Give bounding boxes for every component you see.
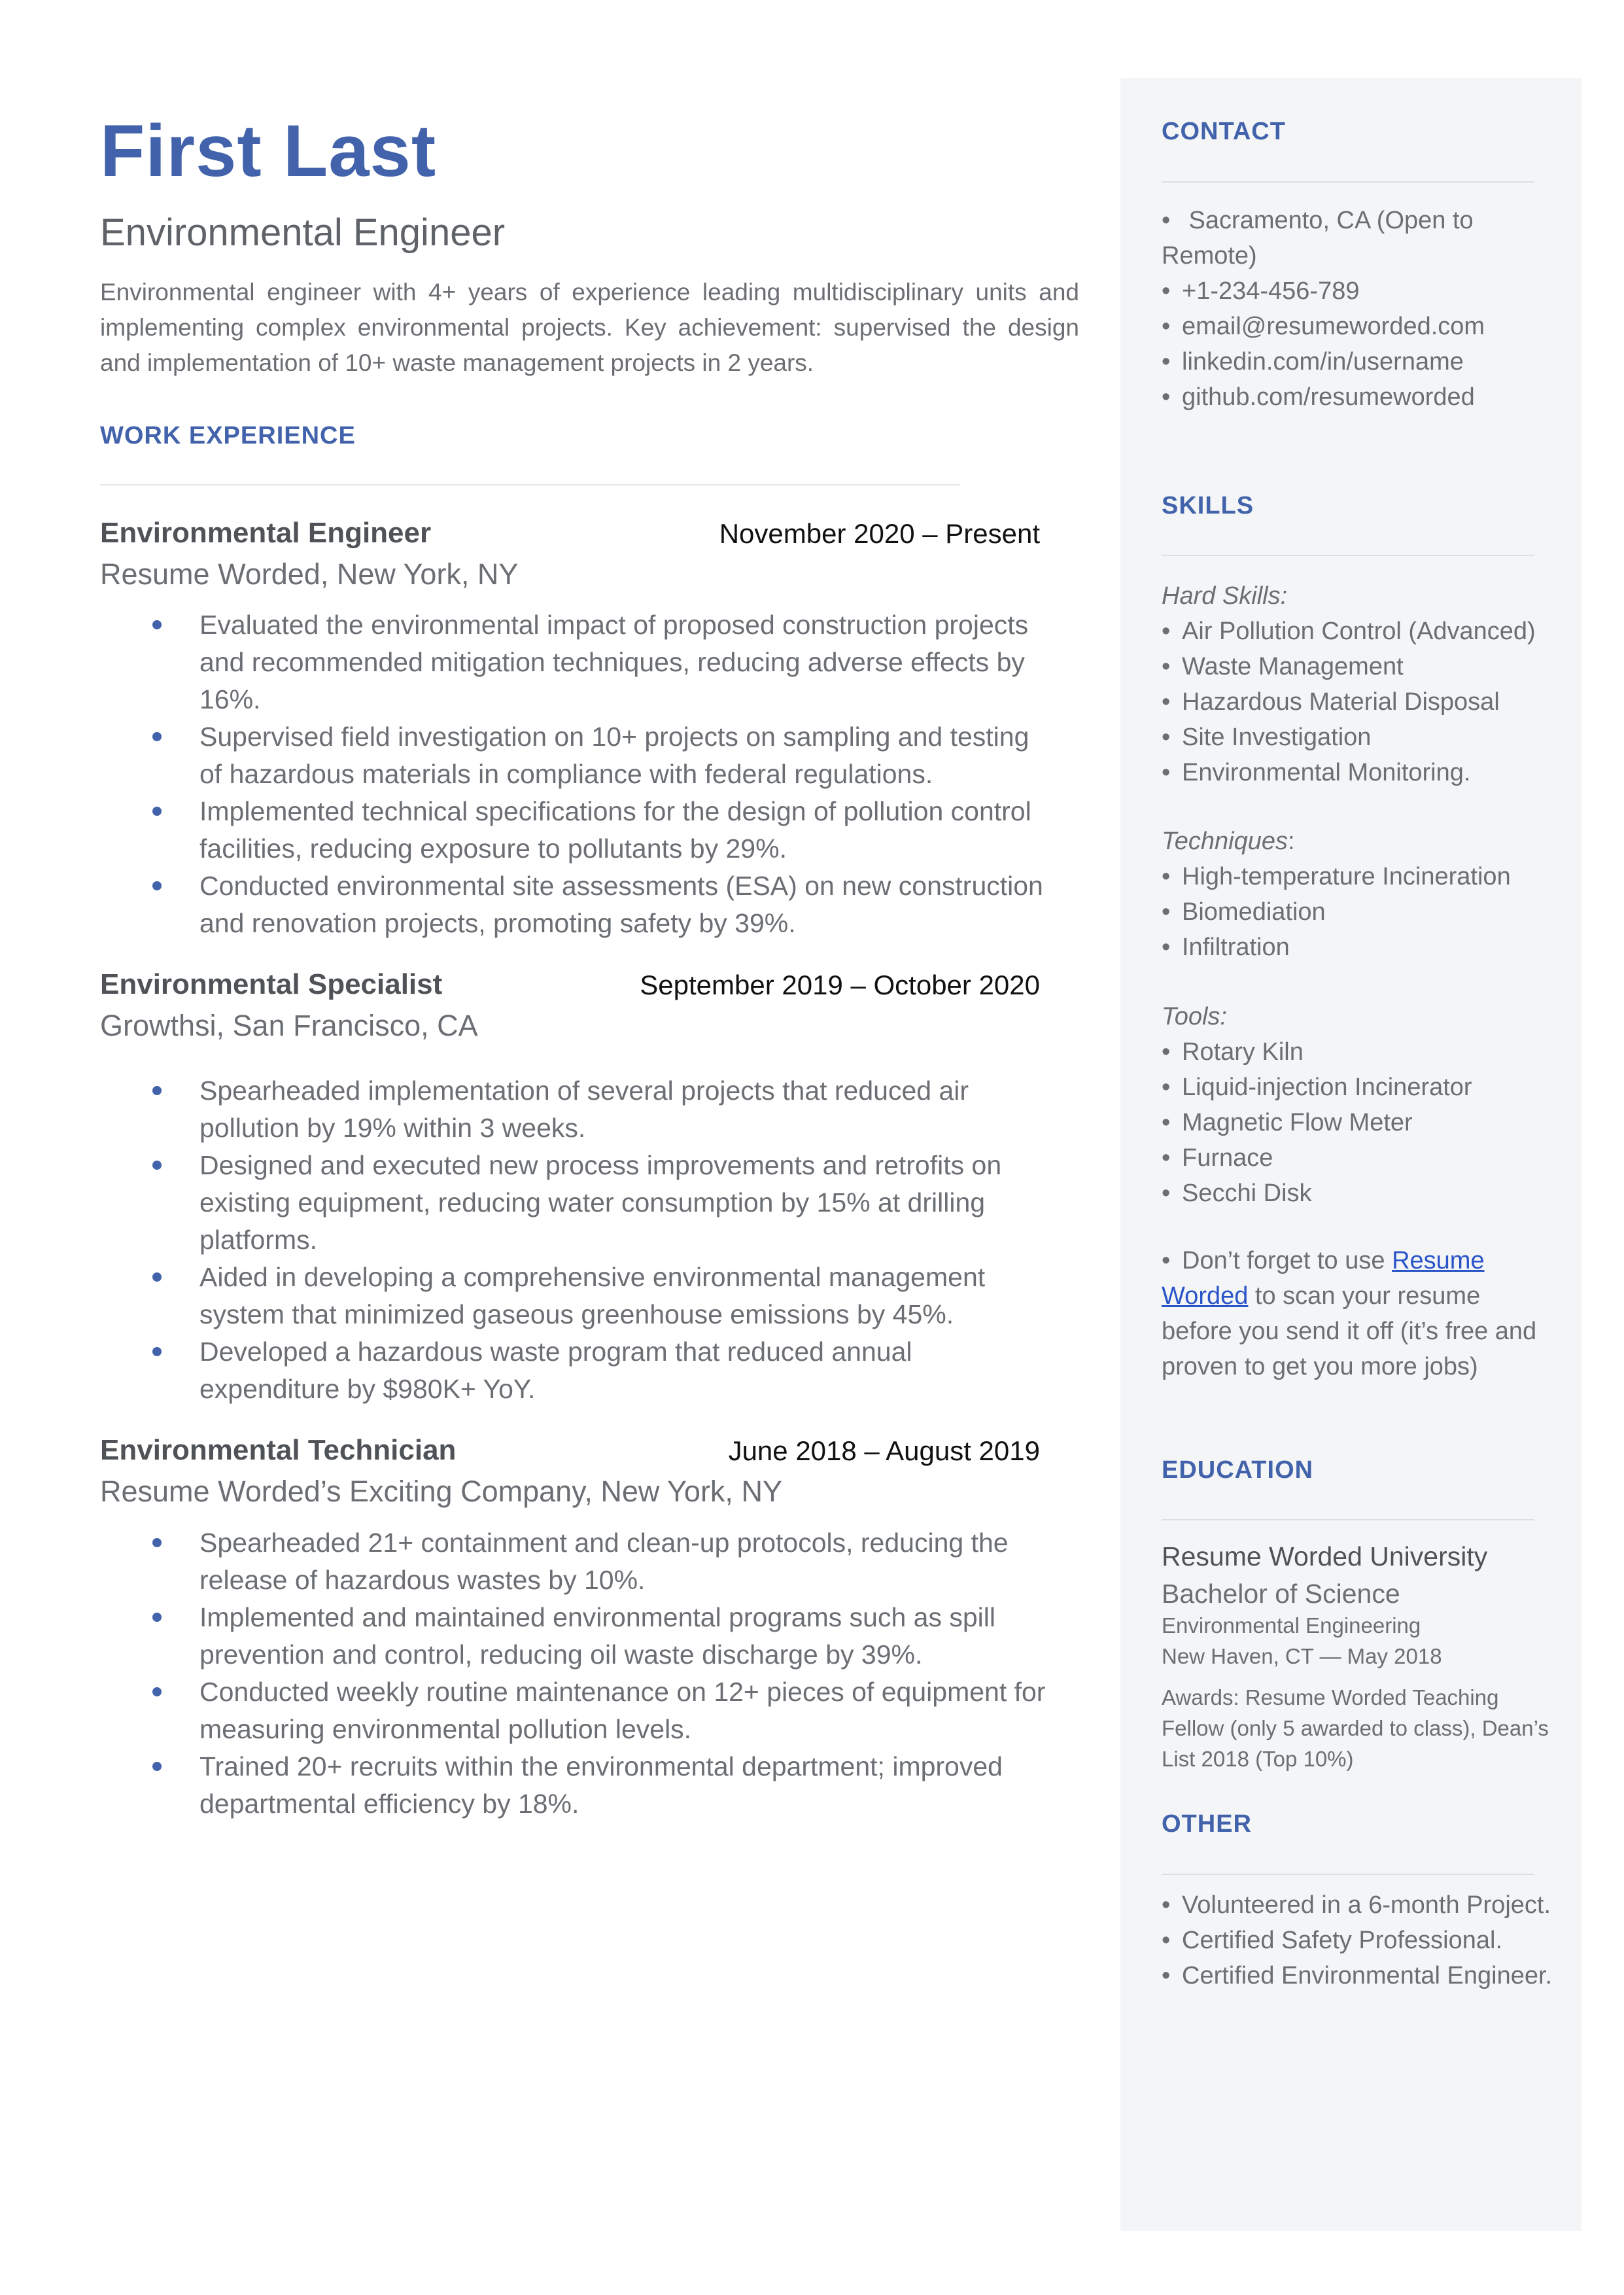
contact-list: [1162, 203, 1528, 415]
bullet-dot-icon: [152, 620, 162, 629]
other-divider: [1162, 1874, 1534, 1875]
list-item: Trained 20+ recruits within the environmental department; improved departmental efficiency by 18%.: [100, 1748, 1048, 1823]
candidate-name: First Last: [100, 110, 437, 192]
list-item: • Site Investigation: [1162, 724, 1372, 751]
job-date: September 2019 – October 2020: [640, 970, 1040, 1000]
contact-divider: [1162, 181, 1534, 183]
other-list: [1162, 1887, 1554, 1993]
contact-linkedin: • linkedin.com/in/username: [1162, 348, 1464, 376]
job-title: Environmental Engineer: [100, 517, 432, 549]
bullet-dot-icon: [152, 1538, 162, 1547]
work-divider: [100, 484, 960, 485]
education-heading: EDUCATION: [1162, 1456, 1314, 1484]
job-bullets: [100, 1072, 1048, 1408]
resume-worded-link[interactable]: Resume Worded: [1162, 1247, 1485, 1310]
skills-divider: [1162, 555, 1534, 556]
list-item: • Environmental Monitoring.: [1162, 759, 1471, 786]
list-item: Implemented and maintained environmental programs such as spill prevention and control, reducing oil waste discharge by 39%.: [100, 1599, 1048, 1673]
list-item: • Liquid-injection Incinerator: [1162, 1074, 1472, 1101]
job-bullets: [100, 606, 1048, 942]
list-item: Conducted weekly routine maintenance on 12+ pieces of equipment for measuring environmental pollution levels.: [100, 1673, 1048, 1748]
techniques-block: [1162, 824, 1567, 965]
bullet-dot-icon: [152, 1272, 162, 1282]
list-item: • Rotary Kiln: [1162, 1038, 1304, 1066]
education-degree: Bachelor of Science: [1162, 1579, 1400, 1609]
list-item: • Hazardous Material Disposal: [1162, 688, 1500, 716]
list-item: • Certified Safety Professional.: [1162, 1927, 1503, 1954]
list-item: Conducted environmental site assessments (ESA) on new construction and renovation projects, promoting safety by 39%.: [100, 867, 1048, 942]
list-item: • Certified Environmental Engineer.: [1162, 1962, 1553, 1989]
hard-skills-label: Hard Skills:: [1162, 582, 1288, 610]
bullet-dot-icon: [152, 1613, 162, 1622]
job-title: Environmental Technician: [100, 1434, 457, 1466]
job-company: Growthsi, San Francisco, CA: [100, 1009, 478, 1042]
bullet-dot-icon: [152, 1762, 162, 1771]
bullet-dot-icon: [152, 1687, 162, 1696]
tools-block: [1162, 999, 1567, 1211]
bullet-dot-icon: [152, 881, 162, 890]
list-item: Spearheaded 21+ containment and clean-up protocols, reducing the release of hazardous wastes by 10%.: [100, 1524, 1048, 1599]
list-item: Evaluated the environmental impact of proposed construction projects and recommended mitigation techniques, reducing adverse effects by 16%.: [100, 606, 1048, 718]
list-item: Implemented technical specifications for the design of pollution control facilities, reducing exposure to pollutants by 29%.: [100, 793, 1048, 867]
list-item: Designed and executed new process improvements and retrofits on existing equipment, reducing water consumption by 15% at drilling platforms.: [100, 1147, 1048, 1259]
bullet-dot-icon: [152, 1086, 162, 1095]
contact-heading: CONTACT: [1162, 118, 1286, 145]
techniques-label: Techniques:: [1162, 828, 1295, 855]
education-school: Resume Worded University: [1162, 1541, 1488, 1571]
list-item: Supervised field investigation on 10+ projects on sampling and testing of hazardous materials in compliance with federal regulations.: [100, 718, 1048, 793]
list-item: • Waste Management: [1162, 653, 1404, 680]
job-date: November 2020 – Present: [719, 518, 1040, 549]
job-bullets: [100, 1524, 1048, 1823]
list-item: • Magnetic Flow Meter: [1162, 1109, 1413, 1136]
list-item: • Secchi Disk: [1162, 1180, 1312, 1207]
bullet-dot-icon: [152, 732, 162, 741]
education-awards: Awards: Resume Worded Teaching Fellow (only 5 awarded to class), Dean’s List 2018 (Top 10%): [1162, 1685, 1549, 1771]
candidate-role: Environmental Engineer: [100, 211, 506, 254]
list-item: Aided in developing a comprehensive environmental management system that minimized gaseous greenhouse emissions by 45%.: [100, 1259, 1048, 1333]
bullet-dot-icon: [152, 1347, 162, 1356]
contact-location: • Sacramento, CA (Open to Remote): [1162, 207, 1474, 270]
job-company: Resume Worded’s Exciting Company, New York, NY: [100, 1475, 782, 1508]
contact-phone: • +1-234-456-789: [1162, 277, 1360, 305]
bullet-dot-icon: [152, 1161, 162, 1170]
other-heading: OTHER: [1162, 1810, 1252, 1838]
job-company: Resume Worded, New York, NY: [100, 557, 519, 591]
tools-label: Tools:: [1162, 1003, 1227, 1030]
tools-list: [1162, 1034, 1554, 1211]
list-item: Developed a hazardous waste program that reduced annual expenditure by $980K+ YoY.: [100, 1333, 1048, 1408]
list-item: • Volunteered in a 6-month Project.: [1162, 1891, 1551, 1919]
education-field: Environmental Engineering: [1162, 1613, 1421, 1638]
education-divider: [1162, 1519, 1534, 1520]
job-title: Environmental Specialist: [100, 968, 443, 1000]
job-date: June 2018 – August 2019: [728, 1435, 1040, 1466]
bullet-dot-icon: [152, 807, 162, 816]
skills-heading: SKILLS: [1162, 492, 1254, 519]
list-item: Spearheaded implementation of several projects that reduced air pollution by 19% within 3 weeks.: [100, 1072, 1048, 1147]
hard-skills-block: [1162, 578, 1567, 790]
summary-text: Environmental engineer with 4+ years of experience leading multidisciplinary units and implementing complex environmental projects. Key achievement: supervised the design and implementation of 10+ waste management projects in 2 years.: [100, 279, 1079, 376]
list-item: • Air Pollution Control (Advanced): [1162, 618, 1536, 645]
hard-skills-list: [1162, 614, 1554, 790]
contact-email: • email@resumeworded.com: [1162, 313, 1485, 340]
list-item: • High-temperature Incineration: [1162, 863, 1511, 890]
contact-github: • github.com/resumeworded: [1162, 383, 1475, 411]
work-experience-heading: WORK EXPERIENCE: [100, 422, 356, 449]
resume-worded-tip: • Don’t forget to use Resume Worded to scan your resume before you send it off (it’s free and proven to get you more jobs): [1162, 1247, 1537, 1380]
education-location-date: New Haven, CT — May 2018: [1162, 1644, 1442, 1668]
list-item: • Infiltration: [1162, 934, 1290, 961]
list-item: • Biomediation: [1162, 898, 1326, 926]
list-item: • Furnace: [1162, 1144, 1273, 1172]
techniques-list: [1162, 859, 1554, 965]
